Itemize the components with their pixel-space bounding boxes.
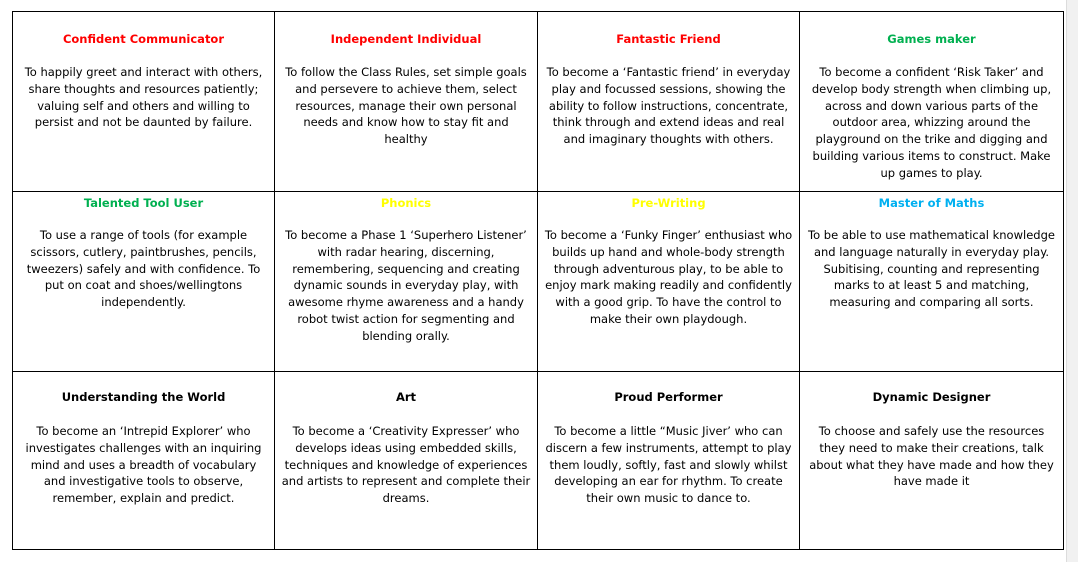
cell-text: To become a Phase 1 ‘Superhero Listener’ with radar hearing, discerning, remembering, sequencing and creating dynamic sounds in everyday play, with awesome rhyme awareness and a handy robot twist action for segmenting and blending orally. (285, 228, 527, 343)
cell-title: Proud Performer (614, 390, 723, 404)
cell-title: Phonics (380, 196, 432, 210)
cell-title: Talented Tool User (83, 196, 204, 210)
cell-text: To follow the Class Rules, set simple goals and persevere to achieve them, select resources, manage their own personal needs and know how to stay fit and healthy (285, 65, 527, 147)
grid-cell-independent-individual (275, 12, 538, 192)
cell-title: Games maker (887, 32, 976, 46)
grid-cell-art (275, 372, 538, 550)
cell-title: Understanding the World (61, 390, 226, 404)
grid-cell-fantastic-friend (538, 12, 800, 192)
grid-cell-master-of-maths (800, 192, 1064, 372)
cell-text: To be able to use mathematical knowledge and language naturally in everyday play. Subitising, counting and representing marks to at least 5 and matching, measuring and comparing all sorts. (808, 228, 1055, 310)
table-row (13, 372, 1064, 550)
grid-cell-talented-tool-user (13, 192, 275, 372)
cell-text: To become a little “Music Jiver’ who can discern a few instruments, attempt to play them loudly, softly, fast and slowly whilst developing an ear for rhythm. To create their own music to dance to. (545, 424, 792, 506)
grid-cell-phonics (275, 192, 538, 372)
cell-title: Dynamic Designer (872, 390, 991, 404)
cell-title: Confident Communicator (62, 32, 225, 46)
table-row (13, 192, 1064, 372)
cell-title: Independent Individual (330, 32, 482, 46)
table-row (13, 12, 1064, 192)
cell-text: To become a ‘Creativity Expresser’ who develops ideas using embedded skills, techniques and knowledge of experiences and artists to represent and complete their dreams. (281, 424, 531, 506)
cell-text: To use a range of tools (for example scissors, cutlery, paintbrushes, pencils, tweezers) safely and with confidence. To put on coat and shoes/wellingtons independently. (26, 228, 261, 310)
cell-text: To happily greet and interact with others, share thoughts and resources patiently; valuing self and others and willing to persist and not be daunted by failure. (24, 65, 263, 130)
grid-cell-dynamic-designer (800, 372, 1064, 550)
cell-text: To become an ‘Intrepid Explorer’ who investigates challenges with an inquiring mind and uses a breadth of vocabulary and investigative tools to observe, remember, explain and predict. (25, 424, 262, 506)
cell-title: Pre-Writing (631, 196, 706, 210)
cell-text: To become a ‘Funky Finger’ enthusiast who builds up hand and whole-body strength through adventurous play, to be able to enjoy mark making readily and confidently with a good grip. To have the control to make their own playdough. (544, 228, 793, 326)
window-scrollbar-edge[interactable] (1066, 0, 1078, 562)
curriculum-grid-table (12, 11, 1064, 550)
cell-text: To become a ‘Fantastic friend’ in everyday play and focussed sessions, showing the ability to follow instructions, concentrate, think through and extend ideas and real and imaginary thoughts with others. (546, 65, 791, 147)
cell-text: To choose and safely use the resources they need to make their creations, talk about what they have made and how they have made it (809, 424, 1054, 489)
grid-cell-confident-communicator (13, 12, 275, 192)
cell-title: Master of Maths (878, 196, 985, 210)
cell-title: Art (395, 390, 417, 404)
cell-title: Fantastic Friend (616, 32, 721, 46)
grid-cell-proud-performer (538, 372, 800, 550)
cell-text: To become a confident ‘Risk Taker’ and develop body strength when climbing up, across and down various parts of the outdoor area, whizzing around the playground on the trike and digging and building various items to construct. Make up games to play. (811, 65, 1052, 180)
grid-cell-games-maker (800, 12, 1064, 192)
grid-cell-understanding-the-world (13, 372, 275, 550)
grid-cell-pre-writing (538, 192, 800, 372)
